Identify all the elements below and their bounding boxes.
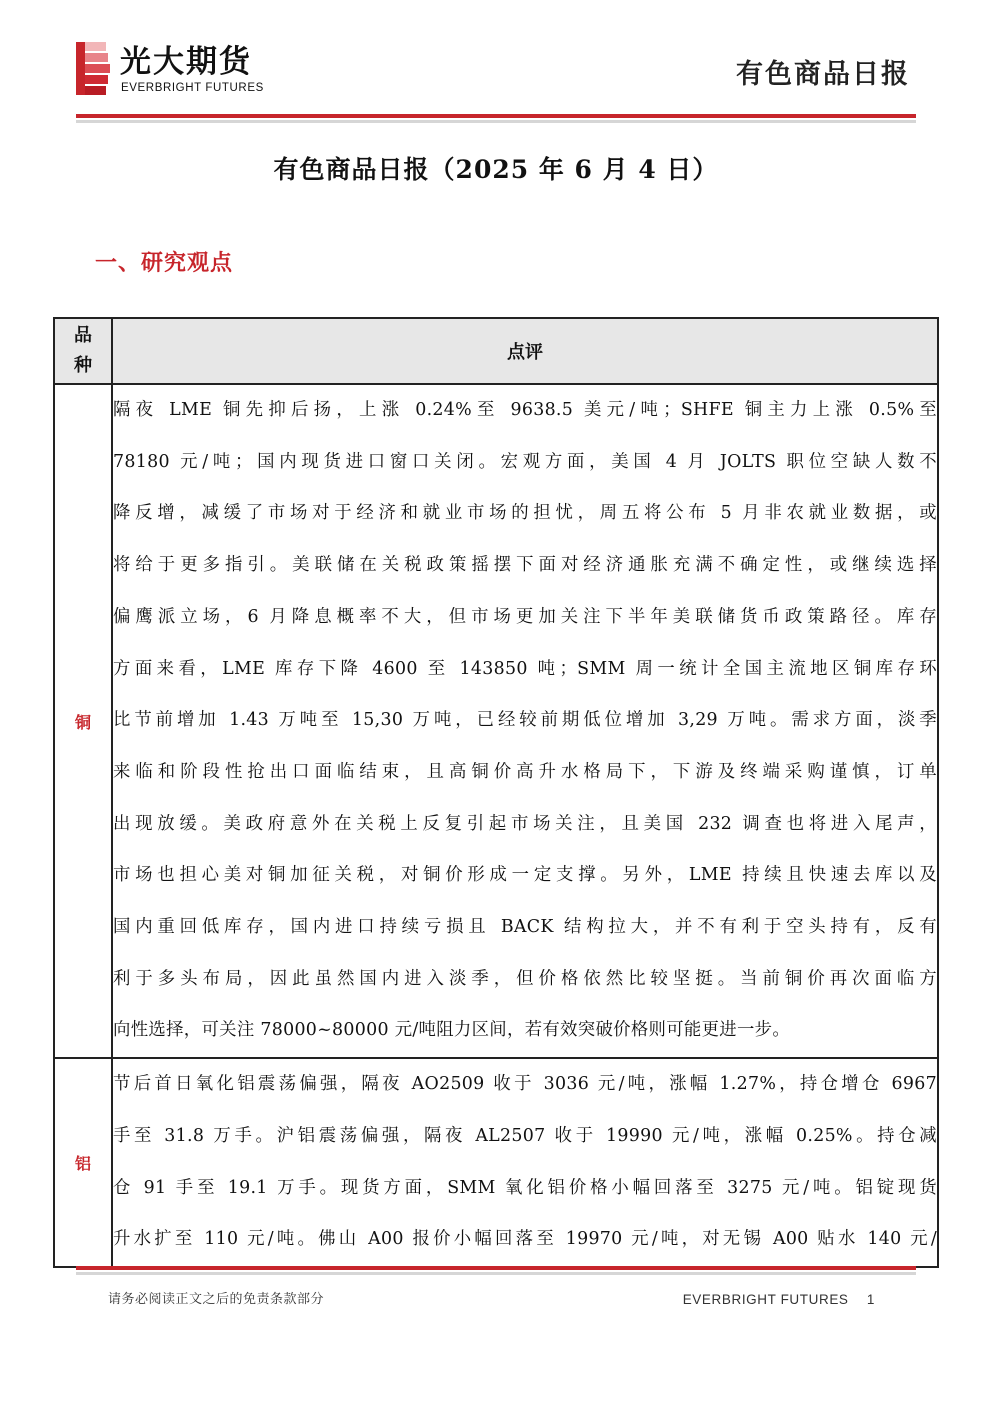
page-number: 1 [866,1292,875,1307]
comment-line: 78180 元/吨；国内现货进口窗口关闭。宏观方面，美国 4 月 JOLTS 职位空缺人数不 [113,451,937,472]
comment-line: 利于多头布局，因此虽然国内进入淡季，但价格依然比较坚挺。当前铜价再次面临方 [113,968,937,989]
comment-line: 方面来看，LME 库存下降 4600 至 143850 吨；SMM 周一统计全国主流地区铜库存环 [113,658,937,679]
table-row-aluminium [54,1058,938,1267]
footer-rule-grey [76,1272,916,1275]
section-title: 一、研究观点 [95,250,234,276]
comment-line: 隔夜 LME 铜先抑后扬，上涨 0.24%至 9638.5 美元/吨；SHFE 铜主力上涨 0.5%至 [113,400,937,420]
footer-rule-red [76,1266,916,1270]
document-title: 有色商品日报（2025 年 6 月 4 日） [273,155,719,184]
comment-aluminium [112,1058,938,1267]
variety-header-label: 品种 [74,325,92,376]
comment-line: 将给于更多指引。美联储在关税政策摇摆下面对经济通胀充满不确定性，或继续选择 [113,555,937,576]
header-rule-red [76,114,916,118]
table-header-row [54,318,938,384]
header-report-type: 有色商品日报 [736,59,910,90]
comment-line: 市场也担心美对铜加征关税，对铜价形成一定支撑。另外，LME 持续且快速去库以及 [113,865,937,886]
header-rule-grey [76,120,916,123]
footer-brand: EVERBRIGHT FUTURES [682,1292,849,1307]
variety-column-header [54,318,112,384]
everbright-logo-icon [76,42,112,98]
comment-line: 国内重回低库存，国内进口持续亏损且 BACK 结构拉大，并不有利于空头持有，反有 [113,917,937,938]
footer-disclaimer: 请务必阅读正文之后的免责条款部分 [108,1292,325,1307]
comment-line: 降反增，减缓了市场对于经济和就业市场的担忧，周五将公布 5 月非农就业数据，或 [113,503,937,524]
comment-line: 向性选择，可关注 78000~80000 元/吨阻力区间，若有效突破价格则可能更进一步。 [113,1020,791,1041]
review-table [53,317,939,1268]
comment-line: 节后首日氧化铝震荡偏强，隔夜 AO2509 收于 3036 元/吨，涨幅 1.27%，持仓增仓 6967 [113,1074,937,1095]
brand-name-en: EVERBRIGHT FUTURES [121,82,264,94]
footer-brand-page [683,1291,875,1309]
comment-copper [112,384,938,1058]
comment-column-header: 点评 [112,318,938,384]
variety-name-copper: 铜 [54,384,112,1058]
comment-line: 仓 91 手至 19.1 万手。现货方面，SMM 氧化铝价格小幅回落至 3275 元/吨。铝锭现货 [113,1177,937,1198]
variety-name-aluminium: 铝 [54,1058,112,1267]
table-row-copper [54,384,938,1058]
comment-line: 手至 31.8 万手。沪铝震荡偏强，隔夜 AL2507 收于 19990 元/吨，涨幅 0.25%。持仓减 [113,1125,937,1146]
comment-line: 出现放缓。美政府意外在关税上反复引起市场关注，且美国 232 调查也将进入尾声， [113,813,937,834]
comment-line: 来临和阶段性抢出口面临结束，且高铜价高升水格局下，下游及终端采购谨慎，订单 [113,761,937,782]
comment-line: 偏鹰派立场，6 月降息概率不大，但市场更加关注下半年美联储货币政策路径。库存 [113,606,937,627]
comment-line: 比节前增加 1.43 万吨至 15,30 万吨，已经较前期低位增加 3,29 万吨。需求方面，淡季 [113,710,937,731]
comment-line: 升水扩至 110 元/吨。佛山 A00 报价小幅回落至 19970 元/吨，对无锡 A00 贴水 140 元/ [113,1229,937,1250]
brand-name-cn: 光大期货 [120,44,252,80]
